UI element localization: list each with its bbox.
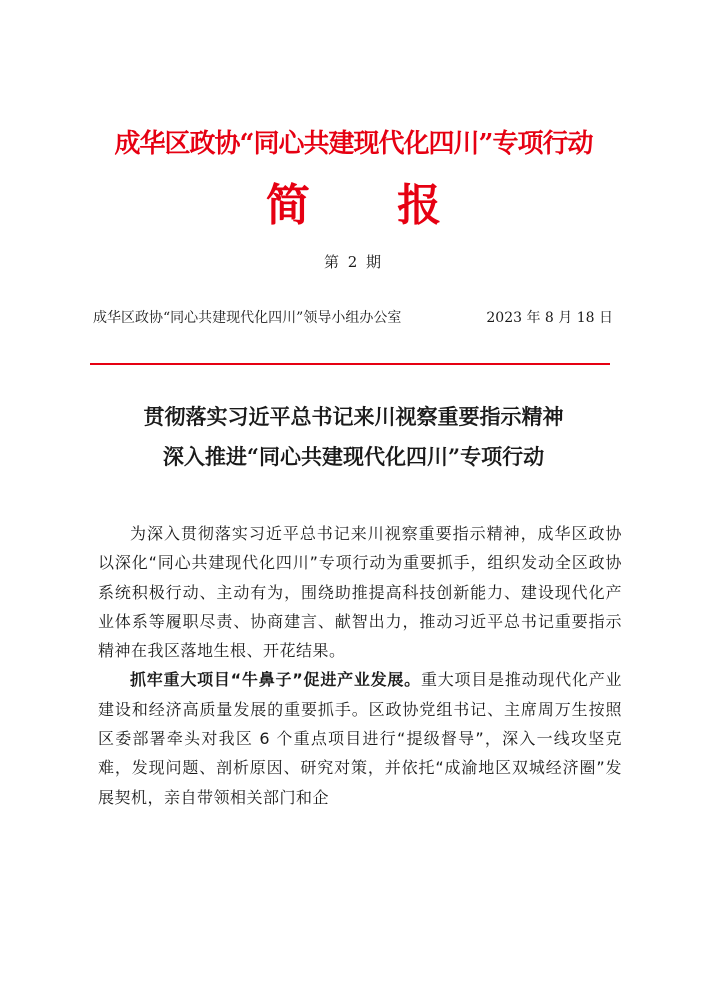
headline-line-1: 贯彻落实习近平总书记来川视察重要指示精神 (143, 404, 564, 429)
paragraph-2 (98, 665, 622, 811)
org-title: 成华区政协“同心共建现代化四川”专项行动 (114, 129, 593, 159)
publish-date: 2023 年 8 月 18 日 (486, 310, 613, 326)
bulletin-title: 简 报 (265, 180, 478, 231)
paragraph-2-body: 重大项目是推动现代化产业建设和经济高质量发展的重要抓手。区政协党组书记、主席周万生按照区委部署牵头对我区 6 个重点项目进行“提级督导”，深入一线攻坚克难，发现问题、剖析原因、研究对策，并依托“成渝地区双城经济圈”发展契机，亲自带领相关部门和企 (98, 670, 622, 807)
issue-number: 第 2 期 (323, 253, 384, 271)
headline-line-2: 深入推进“同心共建现代化四川”专项行动 (162, 444, 545, 469)
article-body (98, 519, 622, 812)
paragraph-1: 为深入贯彻落实习近平总书记来川视察重要指示精神，成华区政协以深化“同心共建现代化四川”专项行动为重要抓手，组织发动全区政协系统积极行动、主动有为，围绕助推提高科技创新能力、建设现代化产业体系等履职尽责、协商建言、献智出力，推动习近平总书记重要指示精神在我区落地生根、开花结果。 (98, 524, 622, 661)
red-divider (90, 363, 610, 365)
paragraph-2-lead: 抓牢重大项目“牛鼻子”促进产业发展。 (130, 670, 421, 690)
publisher-line (93, 306, 613, 330)
publisher: 成华区政协“同心共建现代化四川”领导小组办公室 (93, 310, 402, 326)
